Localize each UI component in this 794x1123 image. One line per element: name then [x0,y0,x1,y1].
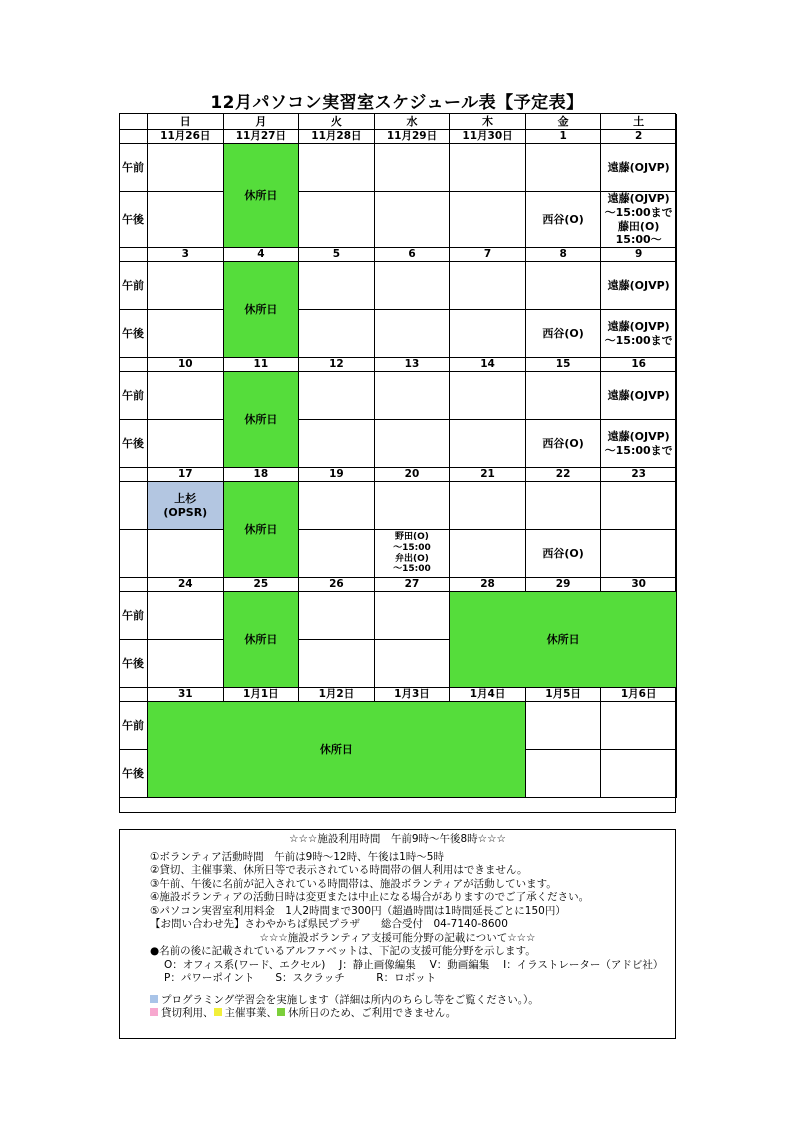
slot-label-pm: 午後 [120,192,148,248]
pm-slot-cell [450,310,526,358]
pm-slot-cell [148,640,224,688]
schedule-grid [119,113,676,813]
am-slot-cell [148,592,224,640]
am-slot-cell [450,262,526,310]
date-cell: 23 [601,468,677,482]
date-cell: 24 [148,578,224,592]
pm-slot-cell [526,750,602,798]
weekday-header: 火 [299,114,375,130]
pm-slot-cell: 西谷(O) [526,192,602,248]
closed-day-block: 休所日 [224,482,300,578]
date-row-corner [120,578,148,592]
weekday-corner [120,114,148,130]
am-slot-cell [299,482,375,530]
am-slot-cell [299,262,375,310]
date-cell: 11月27日 [224,130,300,144]
date-cell: 6 [375,248,451,262]
date-cell: 19 [299,468,375,482]
date-cell: 2 [601,130,677,144]
facility-hours: ☆☆☆施設利用時間 午前9時～午後8時☆☆☆ [289,833,506,845]
note-line-5: ⑤パソコン実習室利用料金 1人2時間まで300円（超過時間は1時間延長ごとに150円） [150,904,566,917]
am-slot-cell: 遠藤(OJVP) [601,144,677,192]
date-cell: 9 [601,248,677,262]
am-slot-cell [375,144,451,192]
note-line-3: ③午前、午後に名前が記入されている時間帯は、施設ボランティアが活動しています。 [150,877,557,890]
am-slot-cell [299,372,375,420]
pm-slot-cell: 西谷(O) [526,530,602,578]
date-cell: 29 [526,578,602,592]
am-slot-cell [450,144,526,192]
am-slot-cell [148,372,224,420]
am-slot-cell [526,702,602,750]
date-cell: 5 [299,248,375,262]
pm-slot-cell [450,530,526,578]
weekday-header: 金 [526,114,602,130]
date-cell: 11月26日 [148,130,224,144]
date-cell: 16 [601,358,677,372]
date-cell: 14 [450,358,526,372]
pm-slot-cell [299,640,375,688]
fields-heading: ☆☆☆施設ボランティア支援可能分野の記載について☆☆☆ [259,931,536,944]
date-cell: 4 [224,248,300,262]
date-cell: 7 [450,248,526,262]
slot-label-am: 午前 [120,144,148,192]
date-cell: 10 [148,358,224,372]
pm-slot-cell [148,420,224,468]
am-slot-cell [299,144,375,192]
date-cell: 11月30日 [450,130,526,144]
note-line-2: ②貸切、主催事業、休所日等で表示されている時間帯の個人利用はできません。 [150,864,528,876]
am-slot-cell [601,482,677,530]
date-cell: 18 [224,468,300,482]
date-cell: 25 [224,578,300,592]
am-slot-cell: 上杉 (OPSR) [148,482,224,530]
closed-day-block: 休所日 [224,592,300,688]
date-row-corner [120,358,148,372]
pm-slot-cell [375,420,451,468]
am-slot-cell [148,262,224,310]
programming-note: プログラミング学習会を実施します（詳細は所内のちらし等をご覧ください。）。 [120,994,675,1008]
slot-label-am [120,482,148,530]
closed-day-block: 休所日 [224,372,300,468]
weekday-header: 土 [601,114,677,130]
date-row-corner [120,688,148,702]
date-cell: 15 [526,358,602,372]
date-cell: 1月6日 [601,688,677,702]
legend-line: 貸切利用、 主催事業、 休所日のため、ご利用できません。 [120,1007,675,1021]
date-cell: 12 [299,358,375,372]
am-slot-cell [601,702,677,750]
pm-slot-cell: 西谷(O) [526,310,602,358]
pm-slot-cell: 野田(O) ～15:00 弁出(O) ～15:00 [375,530,451,578]
alphabet-line-2: P：パワーポイント S：スクラッチ R：ロボット [164,972,437,984]
am-slot-cell [375,262,451,310]
alphabet-line-1: O：オフィス系(ワード、エクセル) J：静止画像編集 V：動画編集 I：イラストレーター（アドビ社） [164,958,664,971]
date-cell: 1月3日 [375,688,451,702]
pm-slot-cell [601,750,677,798]
green-square-icon [277,1008,285,1016]
pm-slot-cell [299,310,375,358]
contact-line: 【お問い合わせ先】さわやかちば県民プラザ 総合受付 04-7140-8600 [150,918,508,930]
pm-slot-cell: 遠藤(OJVP) ～15:00まで [601,310,677,358]
slot-label-am: 午前 [120,592,148,640]
blue-square-icon [150,995,158,1003]
date-cell: 11月29日 [375,130,451,144]
note-line-4: ④施設ボランティアの活動日時は変更または中止になる場合がありますのでご了承ください。 [150,891,590,903]
pm-slot-cell [299,192,375,248]
am-slot-cell [526,372,602,420]
date-cell: 11 [224,358,300,372]
date-row-corner [120,130,148,144]
date-cell: 1月5日 [526,688,602,702]
pm-slot-cell [450,420,526,468]
date-row-corner [120,248,148,262]
yellow-square-icon [214,1008,222,1016]
am-slot-cell: 遠藤(OJVP) [601,262,677,310]
date-cell: 30 [601,578,677,592]
date-cell: 11月28日 [299,130,375,144]
pm-slot-cell [375,310,451,358]
pm-slot-cell [375,640,451,688]
am-slot-cell [148,144,224,192]
am-slot-cell [375,372,451,420]
am-slot-cell [526,144,602,192]
page-title: 12月パソコン実習室スケジュール表【予定表】 [210,93,584,113]
pm-slot-cell [601,530,677,578]
date-cell: 1 [526,130,602,144]
am-slot-cell [375,592,451,640]
pm-slot-cell: 遠藤(OJVP) ～15:00まで 藤田(O) 15:00～ [601,192,677,248]
notes-box [119,829,676,1039]
slot-label-pm: 午後 [120,640,148,688]
date-cell: 20 [375,468,451,482]
pm-slot-cell [450,192,526,248]
closed-day-block: 休所日 [224,262,300,358]
date-cell: 13 [375,358,451,372]
am-slot-cell [450,482,526,530]
date-cell: 26 [299,578,375,592]
pm-slot-cell [375,192,451,248]
date-cell: 17 [148,468,224,482]
slot-label-am: 午前 [120,702,148,750]
note-line-1: ①ボランティア活動時間 午前は9時～12時、午後は1時～5時 [150,850,444,863]
pm-slot-cell [148,310,224,358]
am-slot-cell: 遠藤(OJVP) [601,372,677,420]
pm-slot-cell: 西谷(O) [526,420,602,468]
date-cell: 28 [450,578,526,592]
date-cell: 1月2日 [299,688,375,702]
slot-label-am: 午前 [120,372,148,420]
weekday-header: 木 [450,114,526,130]
weekday-header: 月 [224,114,300,130]
date-cell: 1月4日 [450,688,526,702]
slot-label-pm [120,530,148,578]
am-slot-cell [299,592,375,640]
date-cell: 1月1日 [224,688,300,702]
slot-label-pm: 午後 [120,420,148,468]
pm-slot-cell [299,420,375,468]
weekday-header: 日 [148,114,224,130]
am-slot-cell [526,262,602,310]
date-cell: 31 [148,688,224,702]
am-slot-cell [375,482,451,530]
pm-slot-cell [299,530,375,578]
slot-label-pm: 午後 [120,750,148,798]
date-row-corner [120,468,148,482]
weekday-header: 水 [375,114,451,130]
alphabet-intro: ●名前の後に記載されているアルファベットは、下記の支援可能分野を示します。 [150,945,536,957]
slot-label-pm: 午後 [120,310,148,358]
closed-day-block: 休所日 [450,592,677,688]
date-cell: 8 [526,248,602,262]
date-cell: 21 [450,468,526,482]
am-slot-cell [450,372,526,420]
closed-day-block: 休所日 [224,144,300,248]
date-cell: 22 [526,468,602,482]
closed-day-block: 休所日 [148,702,526,798]
am-slot-cell [526,482,602,530]
slot-label-am: 午前 [120,262,148,310]
pm-slot-cell: 遠藤(OJVP) ～15:00まで [601,420,677,468]
pm-slot-cell [148,192,224,248]
pink-square-icon [150,1008,158,1016]
pm-slot-cell [148,530,224,578]
date-cell: 27 [375,578,451,592]
date-cell: 3 [148,248,224,262]
